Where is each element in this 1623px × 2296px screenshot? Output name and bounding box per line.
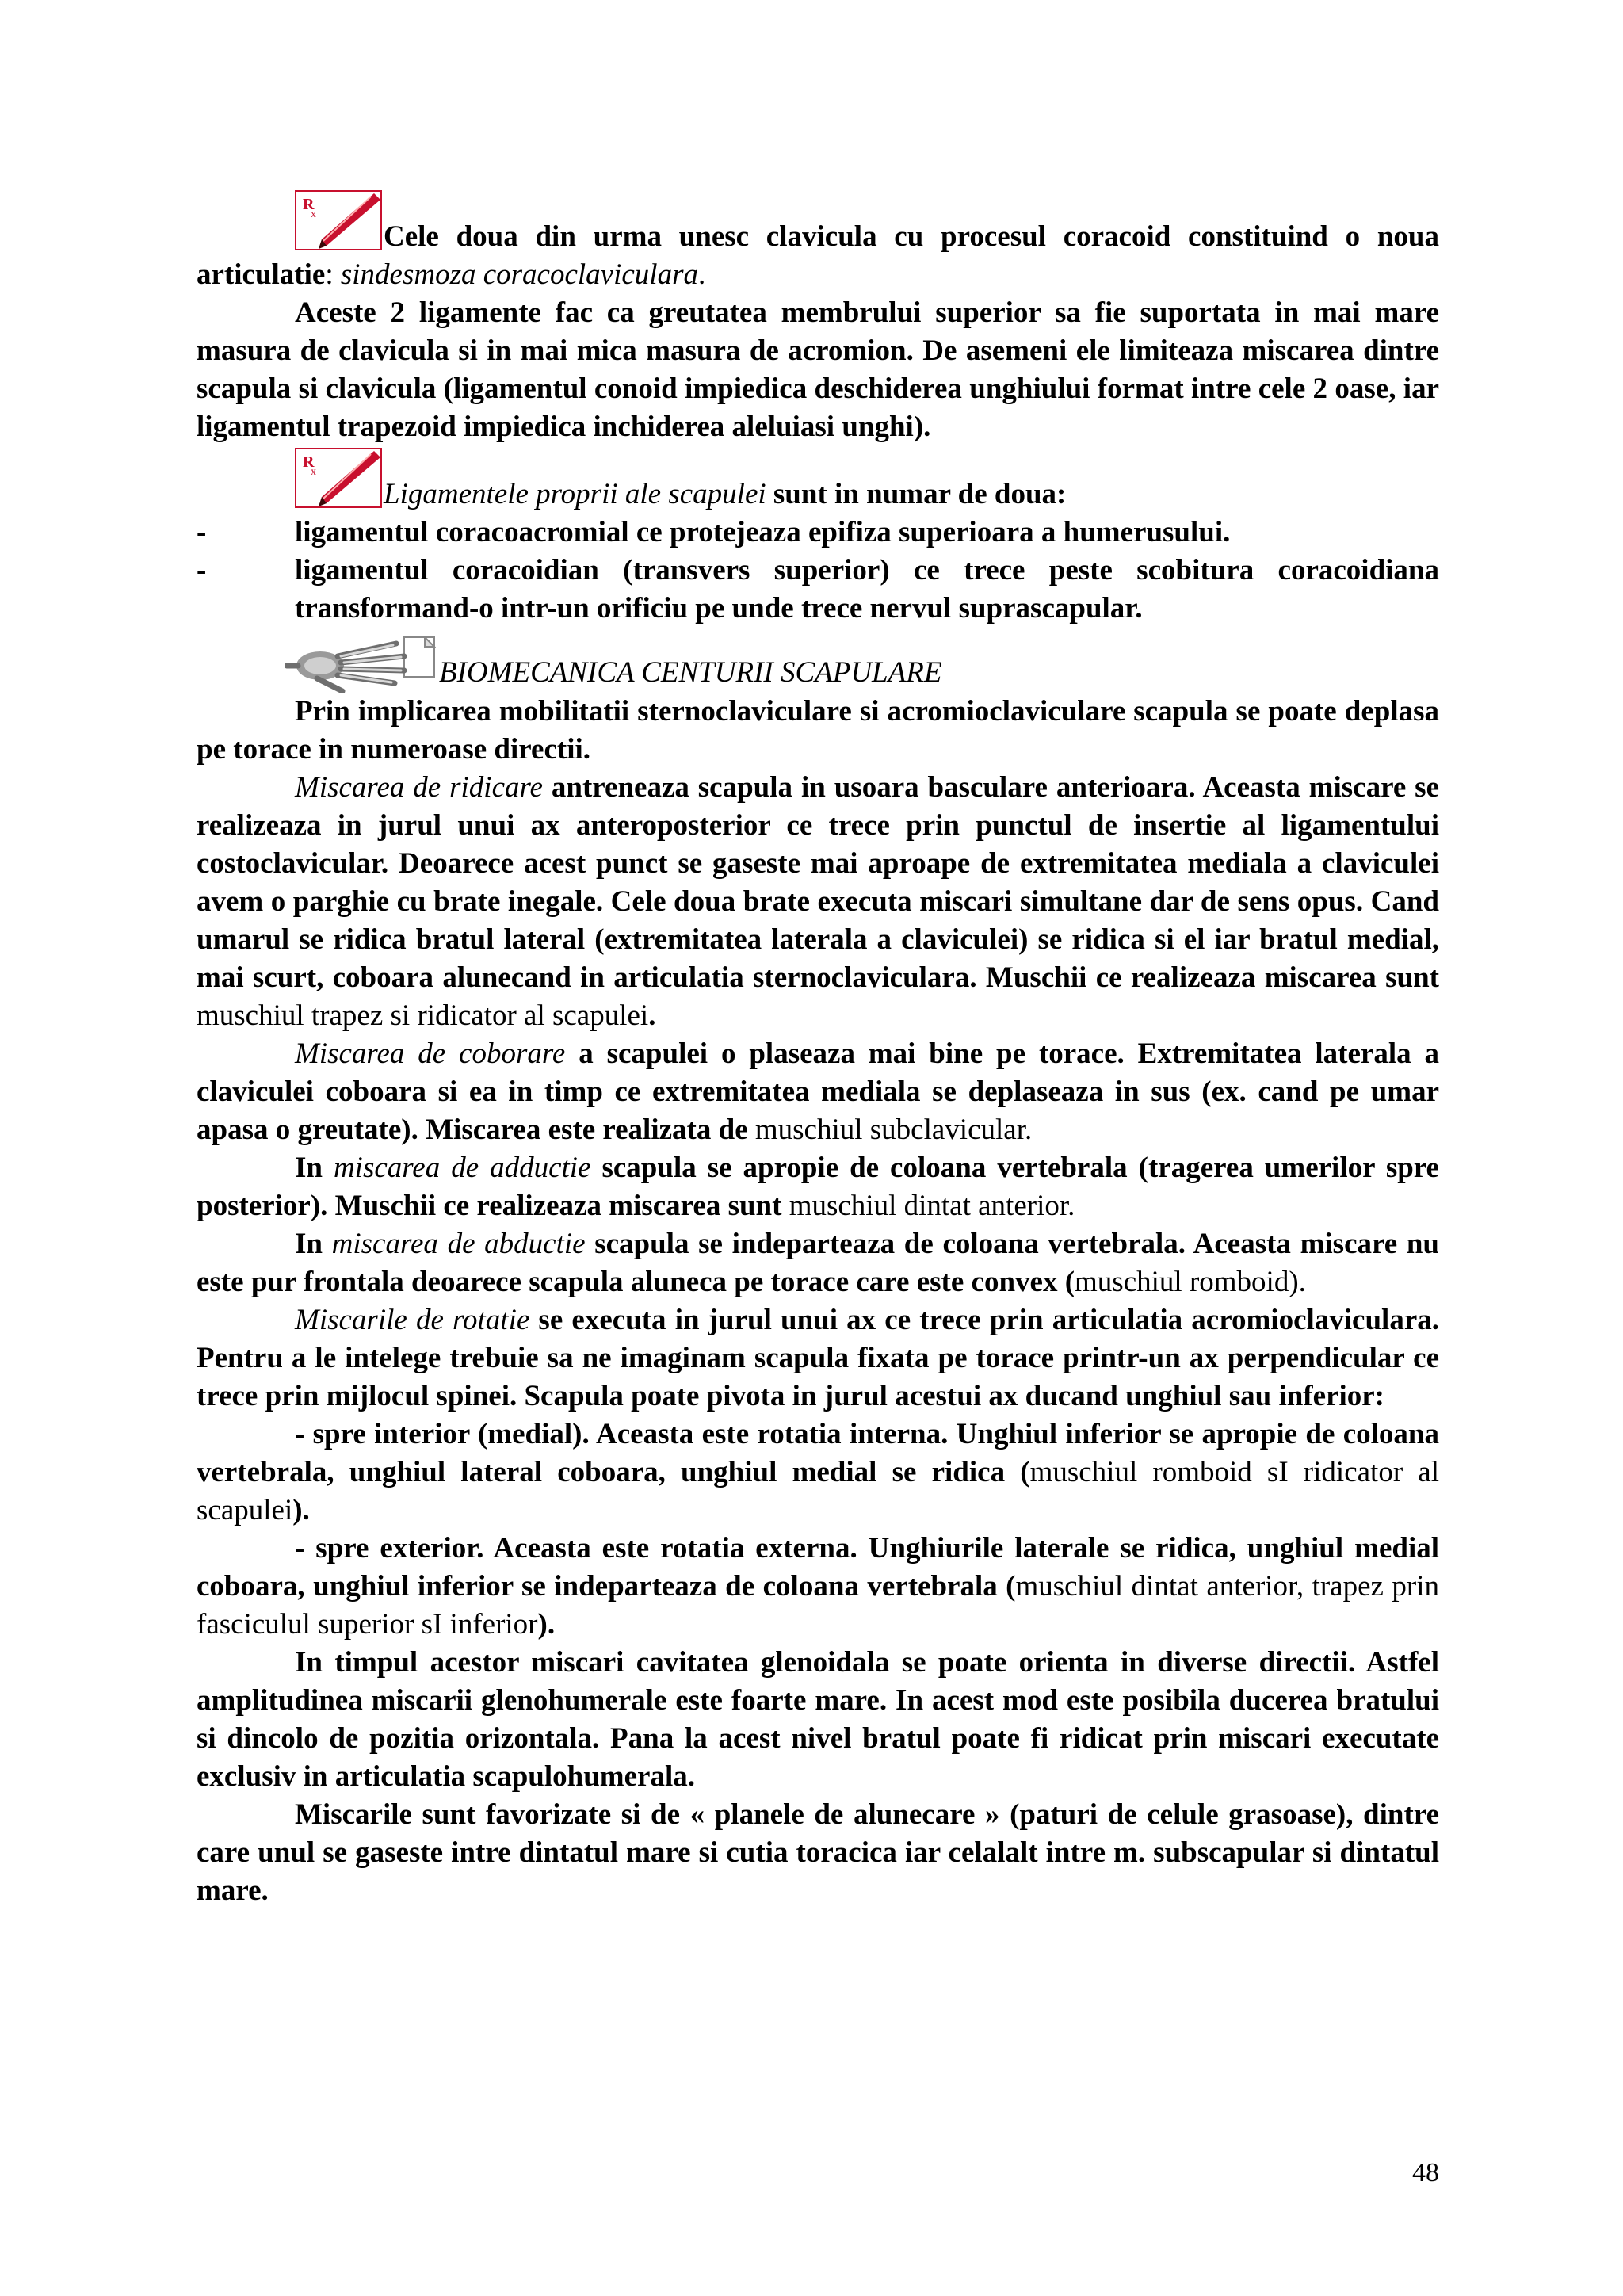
list-item-text: ligamentul coracoacromial ce protejeaza epifiza superioara a humerusului. — [295, 516, 1231, 548]
ligamente-proprii-bold: sunt in numar de doua: — [766, 478, 1067, 510]
heading-biomecanica: BIOMECANICA CENTURII SCAPULARE — [439, 656, 942, 689]
paragraph-abductie — [197, 1225, 1439, 1301]
prescription-pencil-icon — [295, 190, 382, 250]
svg-text:R: R — [303, 196, 315, 213]
interior-bold: - spre interior (medial). Aceasta este rotatia interna. Unghiul inferior se apropie de coloana vertebrala, unghiul lateral coboara, unghiul medial se ridica ( — [197, 1418, 1439, 1488]
adductie-italic: miscarea de adductie — [333, 1152, 591, 1184]
rotatie-bold: se executa in jurul unui ax ce trece prin articulatia acromioclaviculara. Pentru a le intelege trebuie sa ne imaginam scapula fixata pe torace printr-un ax perpendicular ce trece prin mijlocul spinei. Scapula poate pivota in jurul acestui ax ducand unghiul sau inferior: — [197, 1304, 1440, 1412]
list-item-text: ligamentul coracoidian (transvers superior) ce trece peste scobitura coracoidiana transformand-o intr-un orificiu pe unde trece nervul suprascapular. — [295, 554, 1439, 625]
rotatie-italic: Miscarile de rotatie — [295, 1304, 530, 1336]
ridicare-normal: muschiul trapez si ridicator al scapulei — [197, 999, 649, 1032]
prescription-pencil-icon — [295, 448, 382, 508]
paragraph-planele: Miscarile sunt favorizate si de « planele de alunecare » (paturi de celule grasoase), dintre care unul se gaseste intre dintatul mare si cutia toracica iar celalalt intre m. subscapular si dintatul mare. — [197, 1798, 1439, 1907]
list-dash: - — [197, 554, 207, 586]
paragraph-ridicare — [197, 769, 1439, 1035]
ligament-list — [197, 514, 1439, 628]
period: . — [648, 999, 656, 1032]
sindesmoza-bold: Cele doua din urma unesc clavicula cu procesul coracoid constituind o noua articulatie — [197, 220, 1439, 291]
section-heading — [197, 634, 1439, 693]
exterior-normal: muschiul dintat anterior, trapez prin fasciculul superior sI inferior — [197, 1570, 1439, 1641]
ligamente-proprii-italic: Ligamentele proprii ale scapulei — [384, 478, 766, 510]
abductie-normal: muschiul romboid). — [1075, 1266, 1306, 1298]
adductie-bold: scapula se apropie de coloana vertebrala (tragerea umerilor spre posterior). Muschii ce realizeaza miscarea sunt — [197, 1152, 1439, 1222]
document-page — [197, 190, 1439, 1910]
ridicare-italic: Miscarea de ridicare — [295, 771, 543, 804]
skeleton-hand-icon — [285, 634, 436, 693]
colon: : — [325, 258, 341, 291]
paragraph-ligamente: Aceste 2 ligamente fac ca greutatea membrului superior sa fie suportata in mai mare masura de clavicula si in mai mica masura de acromion. De asemeni ele limiteaza miscarea dintre scapula si clavicula (ligamentul conoid impiedica deschiderea unghiului format intre cele 2 oase, iar ligamentul trapezoid impiedica inchiderea aleluiasi unghi). — [197, 296, 1439, 443]
interior-normal: muschiul romboid sI ridicator al scapulei — [197, 1456, 1439, 1526]
coborare-normal: muschiul subclavicular. — [747, 1114, 1033, 1146]
paragraph-adductie — [197, 1149, 1439, 1225]
abductie-italic: miscarea de abductie — [331, 1228, 586, 1260]
paragraph-exterior — [197, 1530, 1439, 1644]
abductie-bold: In — [295, 1228, 332, 1260]
exterior-bold: - spre exterior. Aceasta este rotatia externa. Unghiurile laterale se ridica, unghiul medial coboara, unghiul inferior se indeparteaza de coloana vertebrala ( — [197, 1532, 1439, 1603]
sindesmoza-italic: sindesmoza coracoclaviculara — [340, 258, 698, 291]
paragraph-rotatie — [197, 1301, 1439, 1415]
paragraph-intro: Prin implicarea mobilitatii sternoclaviculare si acromioclaviculare scapula se poate deplasa pe torace in numeroase directii. — [197, 695, 1439, 766]
list-dash: - — [197, 516, 207, 548]
list-item — [197, 514, 1439, 552]
svg-text:x: x — [311, 208, 316, 220]
paragraph-interior — [197, 1415, 1439, 1530]
ridicare-bold: antreneaza scapula in usoara basculare anterioara. Aceasta miscare se realizeaza in jurul unui ax anteroposterior ce trece prin punctul de insertie al ligamentului costoclavicular. Deoarece acest punct se gaseste mai aproape de extremitatea mediala a claviculei avem o parghie cu brate inegale. Cele doua brate executa miscari simultane dar de sens opus. Cand umarul se ridica bratul lateral (extremitatea laterala a claviculei) se ridica si el iar bratul medial, mai scurt, coboara alunecand in articulatia sternoclaviculara. Muschii ce realizeaza miscarea sunt — [197, 771, 1439, 994]
adductie-bold: In — [295, 1152, 334, 1184]
adductie-normal: muschiul dintat anterior. — [781, 1190, 1075, 1222]
paragraph-timpul: In timpul acestor miscari cavitatea glenoidala se poate orienta in diverse directii. Astfel amplitudinea miscarii glenohumerale este foarte mare. In acest mod este posibila ducerea bratului si dincolo de pozitia orizontala. Pana la acest nivel bratul poate fi ridicat prin miscari executate exclusiv in articulatia scapulohumerala. — [197, 1646, 1439, 1793]
coborare-italic: Miscarea de coborare — [295, 1037, 566, 1070]
abductie-bold: scapula se indeparteaza de coloana vertebrala. Aceasta miscare nu este pur frontala deoarece scapula aluneca pe torace care este convex ( — [197, 1228, 1439, 1298]
page-number: 48 — [1412, 2158, 1439, 2187]
paragraph-coborare — [197, 1035, 1439, 1149]
exterior-end: ). — [537, 1608, 556, 1641]
period: . — [697, 258, 706, 291]
svg-text:x: x — [311, 466, 316, 478]
coborare-bold: a scapulei o plaseaza mai bine pe torace. Extremitatea laterala a claviculei coboara si ea in timp ce extremitatea mediala se deplaseaza in sus (ex. cand pe umar apasa o greutate). Miscarea este realizata de — [197, 1037, 1439, 1146]
paragraph-ligamente-proprii — [197, 448, 1439, 514]
interior-end: ). — [292, 1494, 310, 1526]
list-item — [197, 552, 1439, 628]
paragraph-sindesmoza — [197, 190, 1439, 294]
svg-text:R: R — [303, 453, 315, 471]
